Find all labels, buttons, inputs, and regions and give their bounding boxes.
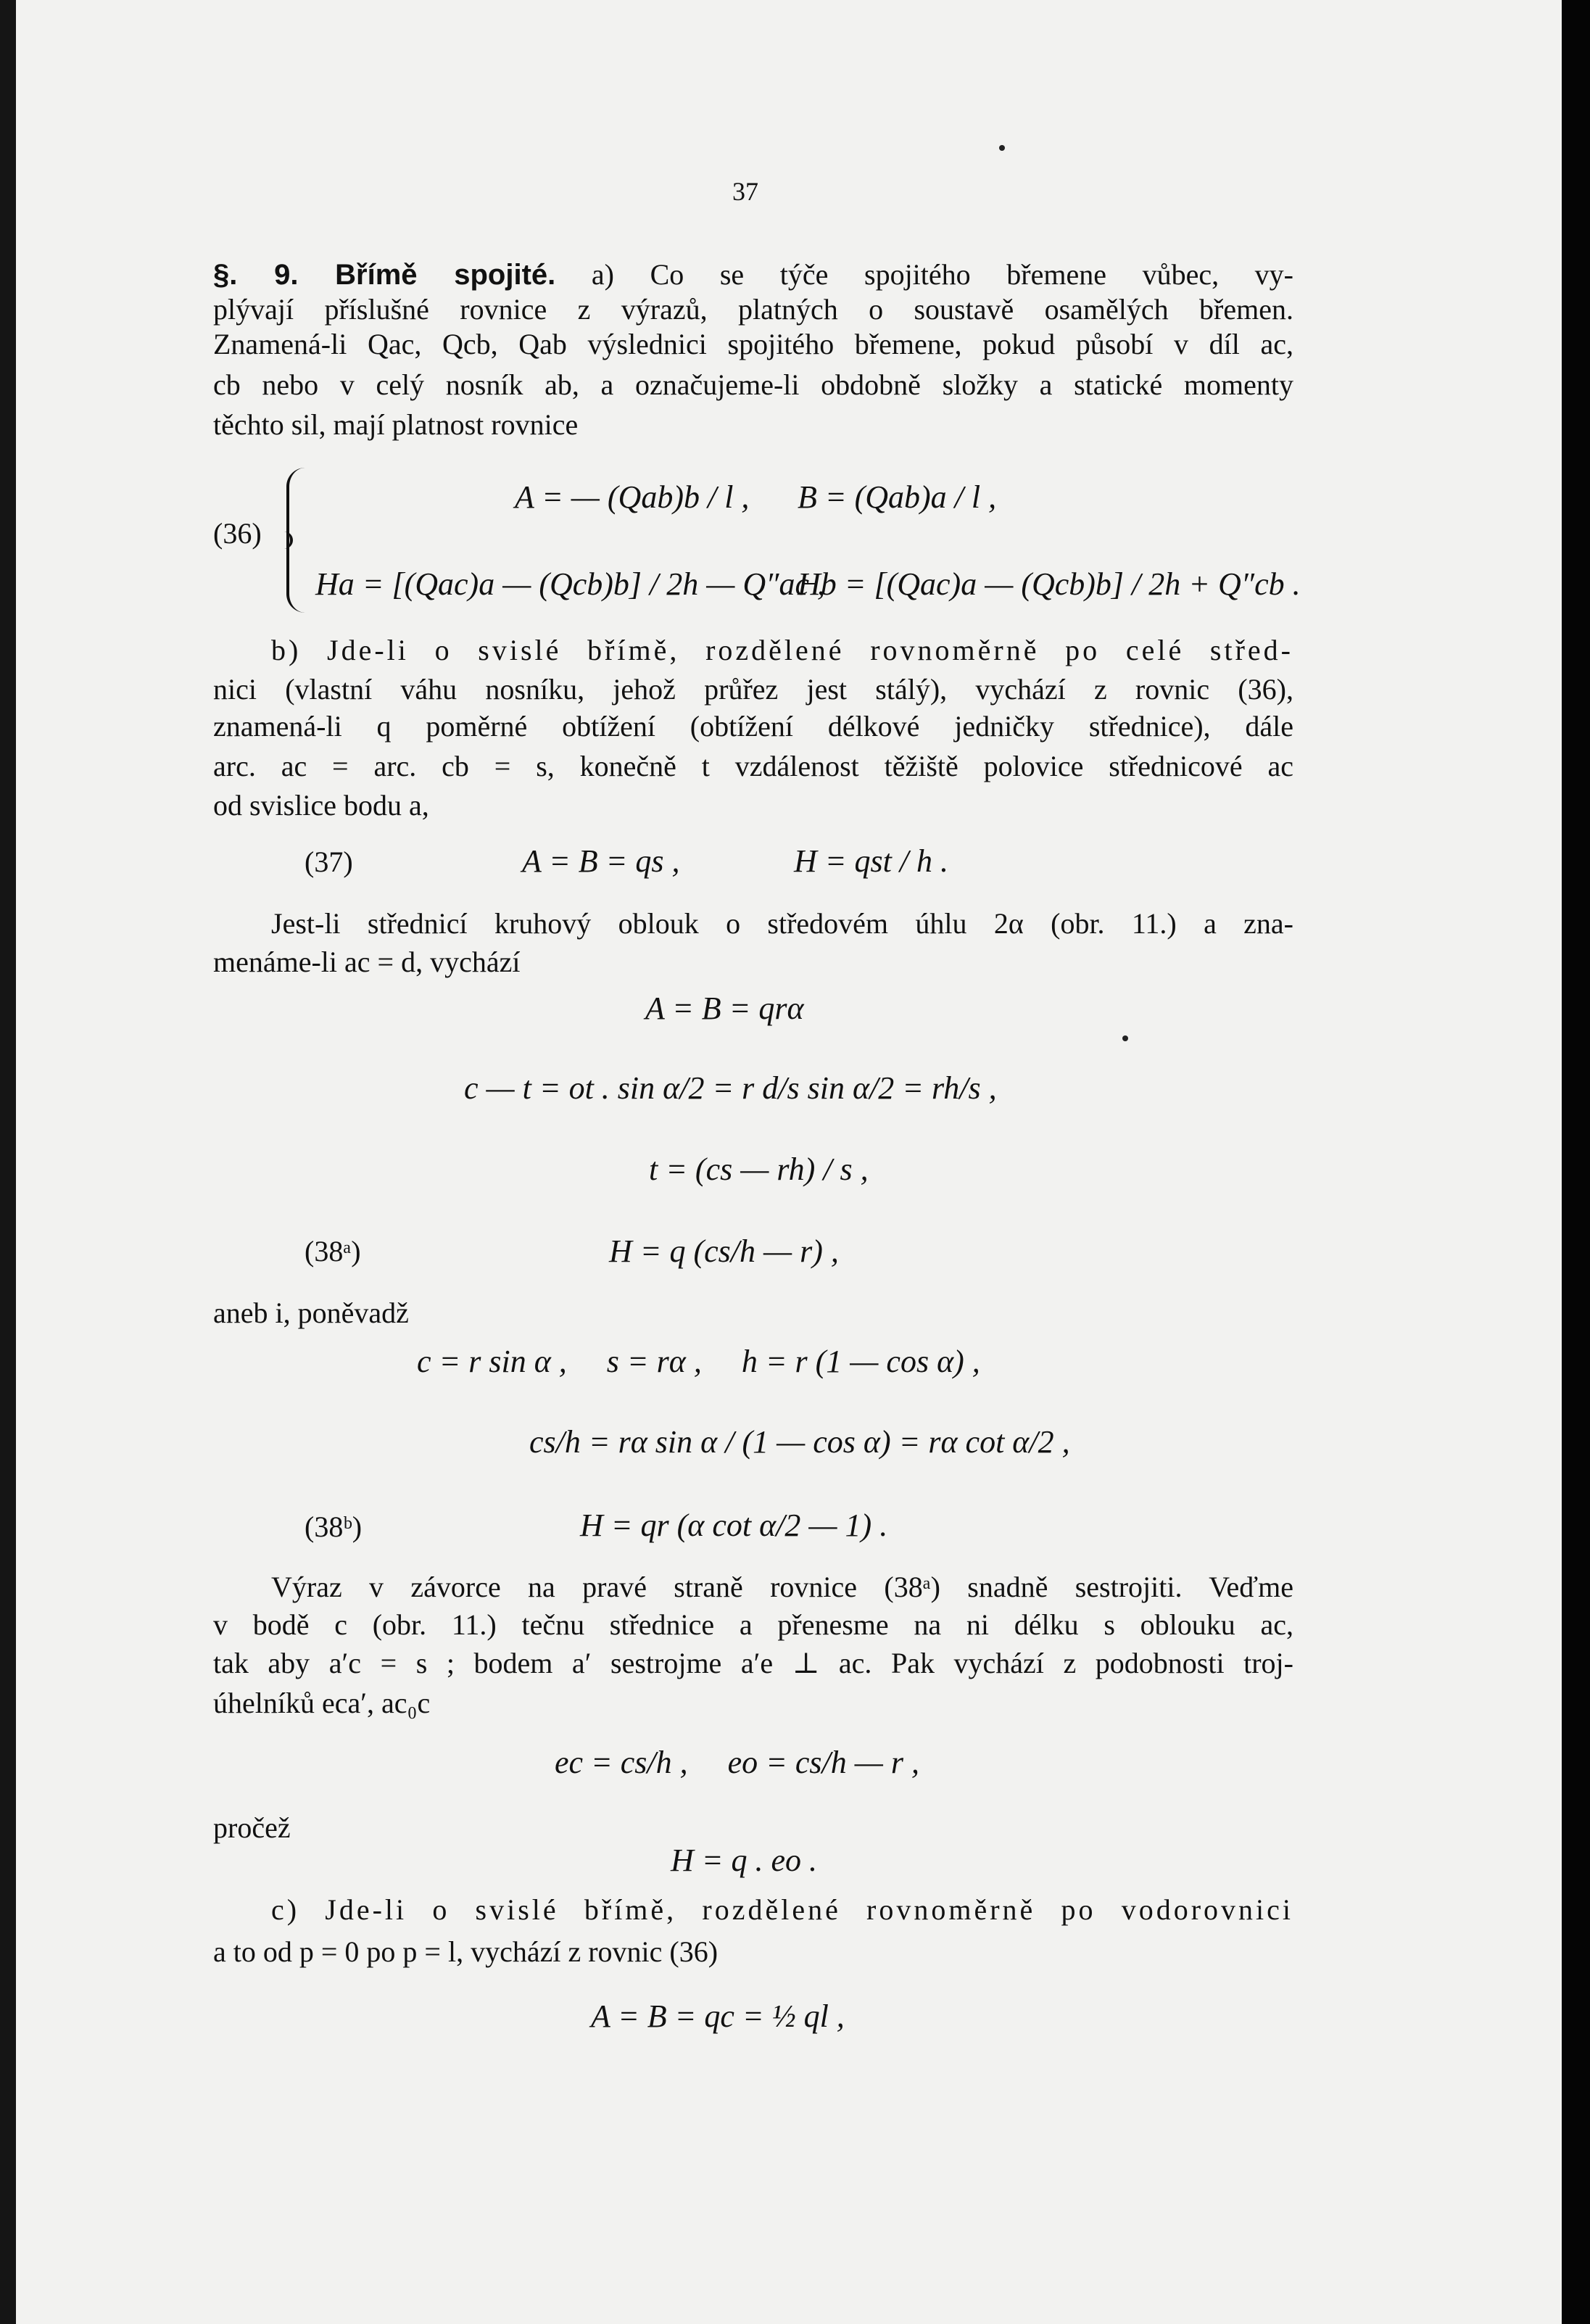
para2-line2: nici (vlastní váhu nosníku, jehož průřez jest stálý), vychází z rovnic (36), bbox=[213, 673, 1293, 706]
para4-line1: Výraz v závorce na pravé straně rovnice (38ᵃ) snadně sestrojiti. Veďme bbox=[271, 1571, 1293, 1603]
eq-circle-3: t = (cs — rh) / s , bbox=[649, 1151, 869, 1187]
para4-line2: v bodě c (obr. 11.) tečnu střednice a přenesme na ni délku s oblouku ac, bbox=[213, 1608, 1293, 1641]
para4-line3: tak aby a′c = s ; bodem a′ sestrojme a′e ⊥ ac. Pak vychází z podobnosti troj- bbox=[213, 1647, 1293, 1679]
eq37-left: A = B = qs , bbox=[522, 843, 680, 879]
eq-last: A = B = qc = ½ ql , bbox=[591, 1998, 845, 2034]
para1-line2: plývají příslušné rovnice z výrazů, platných o soustavě osamělých břemen. bbox=[213, 293, 1293, 326]
para2-line4: arc. ac = arc. cb = s, konečně t vzdálenost těžiště polovice střednicové ac bbox=[213, 750, 1293, 782]
eq-aneb-1: c = r sin α , s = rα , h = r (1 — cos α) , bbox=[417, 1344, 980, 1379]
eq-ec-eo: ec = cs/h , eo = cs/h — r , bbox=[555, 1745, 919, 1780]
scan-right-edge bbox=[1562, 0, 1590, 2324]
para1-line5: těchto sil, mají platnost rovnice bbox=[213, 408, 579, 441]
eq37-tag: (37) bbox=[305, 845, 353, 878]
eq-aneb-3: H = qr (α cot α/2 — 1) . bbox=[580, 1508, 888, 1543]
eq-circle-1: A = B = qrα bbox=[645, 991, 804, 1026]
eq36-Hb: Hb = [(Qac)a — (Qcb)b] / 2h + Q″cb . bbox=[798, 566, 1301, 602]
eq38a-tag: (38ᵃ) bbox=[305, 1235, 361, 1268]
eq-H-qeo: H = q . eo . bbox=[671, 1843, 817, 1878]
eq36-Ha: Ha = [(Qac)a — (Qcb)b] / 2h — Q″ac , bbox=[315, 566, 826, 602]
para5-line1: c) Jde-li o svislé břímě, rozdělené rovnoměrně po vodorovnici bbox=[271, 1893, 1293, 1926]
scan-speck bbox=[999, 145, 1005, 151]
section-heading: §. 9. Břímě spojité. bbox=[213, 259, 556, 291]
para2-line3: znamená-li q poměrné obtížení (obtížení délkové jedničky střednice), dále bbox=[213, 710, 1293, 743]
scan-left-edge bbox=[0, 0, 16, 2324]
para1-line3: Znamená-li Qac, Qcb, Qab výslednici spojitého břemene, pokud působí v díl ac, bbox=[213, 328, 1293, 360]
eq36-tag: (36) bbox=[213, 517, 262, 550]
para4-line4: úhelníků eca′, ac₀c bbox=[213, 1687, 431, 1719]
scan-speck bbox=[1122, 1035, 1128, 1041]
para1-line1-text: a) Co se týče spojitého břemene vůbec, vy- bbox=[591, 258, 1293, 291]
eq-circle-4: H = q (cs/h — r) , bbox=[609, 1233, 839, 1269]
eq36-B: B = (Qab)a / l , bbox=[798, 479, 997, 515]
eq37-right: H = qst / h . bbox=[794, 843, 949, 879]
page-number: 37 bbox=[732, 177, 758, 206]
para5-line2: a to od p = 0 po p = l, vychází z rovnic (36) bbox=[213, 1935, 719, 1968]
para3-line1: Jest-li střednicí kruhový oblouk o středovém úhlu 2α (obr. 11.) a zna- bbox=[271, 907, 1293, 940]
aneb-text: aneb i, poněvadž bbox=[213, 1297, 409, 1329]
procez-text: pročež bbox=[213, 1811, 291, 1844]
para1-line1 bbox=[213, 257, 1293, 292]
eq36-A: A = — (Qab)b / l , bbox=[515, 479, 750, 515]
para3-line2: menáme-li ac = d, vychází bbox=[213, 946, 521, 978]
eq-aneb-2: cs/h = rα sin α / (1 — cos α) = rα cot α/2 , bbox=[529, 1424, 1070, 1460]
eq-circle-2: c — t = ot . sin α/2 = r d/s sin α/2 = rh/s , bbox=[464, 1070, 997, 1106]
para2-line5: od svislice bodu a, bbox=[213, 789, 429, 822]
para1-line4: cb nebo v celý nosník ab, a označujeme-li obdobně složky a statické momenty bbox=[213, 368, 1293, 401]
para2-line1: b) Jde-li o svislé břímě, rozdělené rovnoměrně po celé střed- bbox=[271, 634, 1293, 666]
eq38b-tag: (38ᵇ) bbox=[305, 1510, 363, 1543]
